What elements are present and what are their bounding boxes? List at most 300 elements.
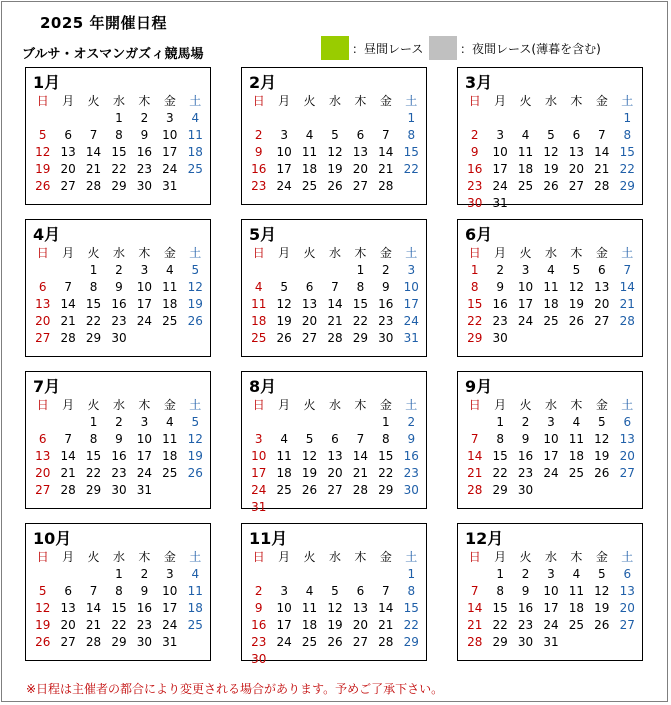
day-cell: 9 [407,432,416,446]
weekday-label: 金 [595,549,608,564]
day-cell [564,634,589,651]
day-cell: 22 [111,162,127,176]
weekday-label: 水 [112,549,125,564]
week-row [246,279,424,296]
day-cell: 28 [619,314,635,328]
weekday-label: 日 [252,397,265,412]
day-cell: 12 [187,432,203,446]
weekday-header-row [462,244,640,262]
day-cell: 1 [470,263,479,277]
day-cell: 18 [568,449,585,463]
week-row [30,617,208,634]
day-cell [462,566,487,583]
day-cell: 4 [166,415,174,429]
day-cell: 24 [492,179,508,193]
day-cell: 6 [572,128,581,142]
day-cell: 4 [191,111,200,125]
day-cell: 14 [85,145,102,159]
day-cell: 21 [378,162,394,176]
day-cell [30,414,55,431]
weekday-label: 木 [354,549,367,564]
week-row [462,110,640,127]
day-cell: 23 [403,466,419,480]
weekday-label: 日 [468,93,481,108]
day-cell: 17 [136,449,153,463]
month-grid [462,548,640,651]
week-row [246,634,424,651]
day-cell: 29 [619,179,635,193]
day-cell: 26 [568,314,585,328]
day-cell: 29 [111,179,127,193]
day-cell [373,110,398,127]
day-cell: 17 [251,466,267,480]
day-cell: 9 [140,128,149,142]
weekday-label: 木 [354,245,367,260]
day-cell: 2 [254,128,263,142]
day-cell: 11 [543,280,559,294]
day-cell: 11 [301,145,318,159]
day-cell: 19 [187,297,203,311]
week-row [30,600,208,617]
day-cell: 18 [162,297,178,311]
disclaimer-note: ※日程は主催者の都合により変更される場合があります。予めご了承下さい。 [26,682,444,696]
month-grid [462,92,640,212]
day-cell: 2 [115,415,123,429]
day-cell: 20 [60,618,76,632]
week-row [246,110,424,127]
weekday-label: 月 [278,93,291,108]
day-cell: 12 [187,280,203,294]
day-cell: 28 [352,483,369,497]
day-cell: 6 [38,432,47,446]
day-cell: 23 [251,179,267,193]
day-cell: 26 [543,179,559,193]
day-cell: 7 [331,280,339,294]
week-row [30,465,208,482]
day-cell: 14 [60,297,76,311]
weekday-label: 火 [519,549,532,564]
day-cell: 22 [403,162,419,176]
day-cell: 6 [38,280,47,294]
day-cell: 8 [623,128,632,142]
day-cell: 28 [594,179,610,193]
day-cell: 3 [496,128,504,142]
day-cell: 9 [254,601,263,615]
day-cell: 21 [60,314,76,328]
day-cell [246,110,271,127]
day-cell: 1 [115,567,123,581]
day-cell: 12 [35,145,51,159]
day-cell [348,566,373,583]
weekday-header-row [246,92,424,110]
day-cell: 18 [301,618,318,632]
day-cell: 7 [356,432,365,446]
day-cell: 20 [35,314,51,328]
day-cell: 30 [251,652,267,666]
month-title: 5月 [249,225,277,244]
weekday-label: 月 [62,245,75,260]
weekday-label: 木 [138,93,151,108]
day-cell [297,414,322,431]
day-cell: 8 [356,280,365,294]
day-cell: 19 [276,314,292,328]
month-calendar [25,523,211,661]
week-row [30,296,208,313]
day-cell: 13 [60,145,76,159]
weekday-label: 木 [570,245,583,260]
month-title: 4月 [33,225,61,244]
month-title: 1月 [33,73,61,92]
day-cell: 31 [251,500,267,514]
week-row [462,634,640,651]
day-cell: 6 [623,567,632,581]
day-cell: 7 [382,584,390,598]
week-row [246,617,424,634]
day-cell: 27 [35,483,51,497]
day-cell: 8 [382,432,390,446]
day-cell [564,195,589,212]
weekday-label: 火 [87,245,100,260]
week-row [246,600,424,617]
day-cell: 30 [111,331,127,345]
weekday-label: 火 [87,93,100,108]
day-cell: 19 [187,449,203,463]
week-row [30,330,208,347]
day-cell: 26 [594,466,610,480]
day-cell: 21 [85,162,102,176]
day-cell: 10 [517,280,534,294]
day-cell [132,330,157,347]
weekday-label: 土 [405,93,418,108]
day-cell: 25 [517,179,534,193]
day-cell: 10 [162,584,178,598]
weekday-label: 水 [328,549,341,564]
weekday-label: 土 [621,397,634,412]
day-cell [246,414,271,431]
day-cell: 7 [64,432,72,446]
day-cell: 1 [356,263,365,277]
weekday-label: 木 [570,397,583,412]
day-cell: 13 [35,449,51,463]
weekday-label: 火 [87,549,100,564]
day-cell: 6 [64,584,72,598]
day-cell: 1 [89,415,98,429]
weekday-label: 火 [303,245,316,260]
day-cell: 18 [276,466,292,480]
day-cell: 6 [356,128,365,142]
day-cell: 23 [517,618,534,632]
day-cell [589,482,614,499]
day-cell: 21 [594,162,610,176]
day-cell [513,330,538,347]
day-cell: 10 [136,280,153,294]
day-cell: 17 [543,601,559,615]
weekday-label: 金 [379,93,392,108]
weekday-label: 金 [379,245,392,260]
day-cell: 15 [403,601,419,615]
day-cell: 22 [492,466,508,480]
day-cell [615,482,640,499]
day-cell: 8 [470,280,479,294]
weekday-header-row [30,92,208,110]
day-cell: 24 [162,618,178,632]
day-cell [271,262,296,279]
day-cell: 29 [378,483,394,497]
day-cell: 8 [496,432,504,446]
weekday-label: 金 [595,245,608,260]
day-cell: 15 [467,297,483,311]
weekday-label: 月 [278,245,291,260]
day-cell: 3 [280,128,288,142]
day-cell: 24 [251,483,267,497]
day-cell [271,651,296,668]
month-calendar [457,67,643,210]
month-grid [462,244,640,347]
weekday-header-row [462,92,640,110]
day-cell [538,482,563,499]
week-row [462,600,640,617]
week-row [246,330,424,347]
day-cell: 31 [492,196,508,210]
month-grid [246,244,424,347]
month-grid [246,548,424,668]
day-cell: 28 [378,179,394,193]
day-cell: 29 [492,635,508,649]
page-title: 2025 年開催日程 [40,14,167,32]
day-cell: 16 [136,145,153,159]
day-cell: 9 [382,280,390,294]
day-cell: 27 [327,483,343,497]
weekday-label: 火 [519,93,532,108]
day-cell [538,195,563,212]
day-cell: 22 [492,618,508,632]
day-cell [271,414,296,431]
day-cell: 23 [467,179,483,193]
day-cell: 29 [352,331,369,345]
weekday-label: 土 [621,93,634,108]
weekday-header-row [30,244,208,262]
month-grid [30,92,208,195]
month-title: 3月 [465,73,493,92]
week-row [246,414,424,431]
day-cell: 11 [276,449,292,463]
day-cell: 24 [136,314,153,328]
day-cell [373,566,398,583]
month-grid [246,92,424,195]
month-calendar [457,371,643,509]
weekday-label: 土 [405,245,418,260]
day-cell: 14 [378,145,394,159]
week-row [246,178,424,195]
day-cell: 18 [301,162,318,176]
day-cell: 10 [162,128,178,142]
day-cell: 26 [327,635,343,649]
day-cell [157,482,182,499]
day-cell: 3 [140,263,149,277]
day-cell: 9 [115,280,123,294]
week-row [30,431,208,448]
day-cell: 16 [251,618,267,632]
day-cell: 11 [187,584,203,598]
week-row [462,448,640,465]
weekday-label: 木 [354,93,367,108]
day-cell [322,566,347,583]
day-cell: 12 [276,297,292,311]
day-cell: 26 [35,179,51,193]
day-cell: 24 [543,618,559,632]
day-cell: 16 [378,297,394,311]
day-cell: 16 [251,162,267,176]
day-cell: 16 [467,162,483,176]
day-cell [564,330,589,347]
week-row [246,583,424,600]
week-row [462,262,640,279]
day-cell [399,178,424,195]
day-cell: 7 [89,584,98,598]
day-cell [538,330,563,347]
day-cell [30,566,55,583]
week-row [462,583,640,600]
day-cell: 17 [492,162,508,176]
week-row [30,178,208,195]
weekday-label: 月 [62,397,75,412]
week-row [462,178,640,195]
day-cell [322,651,347,668]
day-cell: 23 [136,618,153,632]
day-cell [564,110,589,127]
week-row [462,414,640,431]
day-cell: 4 [305,584,314,598]
day-cell: 13 [619,432,635,446]
day-cell: 19 [301,466,318,480]
day-cell: 25 [276,483,292,497]
week-row [462,127,640,144]
day-cell: 27 [619,466,635,480]
day-cell: 7 [598,128,606,142]
day-cell: 26 [594,618,610,632]
month-calendar [457,219,643,357]
month-title: 11月 [249,529,288,548]
day-cell: 16 [517,449,534,463]
day-cell: 15 [111,145,127,159]
weekday-label: 火 [303,397,316,412]
day-cell: 29 [85,331,102,345]
day-cell: 22 [378,466,394,480]
day-cell [157,330,182,347]
day-cell: 17 [543,449,559,463]
day-cell: 27 [568,179,585,193]
day-cell: 8 [115,128,123,142]
day-cell: 30 [517,635,534,649]
day-cell [589,330,614,347]
day-cell: 7 [470,432,479,446]
day-cell: 1 [496,567,504,581]
day-cell: 6 [623,415,632,429]
day-cell: 21 [619,297,635,311]
day-cell [348,110,373,127]
weekday-label: 金 [379,397,392,412]
weekday-label: 水 [544,549,557,564]
day-cell: 3 [140,415,149,429]
weekday-label: 金 [595,397,608,412]
day-cell: 10 [276,601,292,615]
weekday-label: 水 [112,397,125,412]
day-cell: 3 [280,584,288,598]
day-cell: 23 [517,466,534,480]
day-cell [615,195,640,212]
day-cell: 5 [598,567,606,581]
weekday-label: 月 [494,245,507,260]
day-cell: 1 [407,567,416,581]
weekday-label: 金 [163,397,176,412]
month-title: 8月 [249,377,277,396]
day-cell: 18 [251,314,267,328]
day-cell [271,499,296,516]
day-cell: 16 [403,449,419,463]
day-cell: 4 [547,263,555,277]
day-cell: 17 [136,297,153,311]
weekday-label: 土 [621,245,634,260]
month-title: 7月 [33,377,61,396]
day-cell: 10 [543,584,559,598]
month-title: 12月 [465,529,504,548]
day-cell: 14 [378,601,394,615]
day-cell [246,566,271,583]
day-cell: 30 [111,483,127,497]
day-cell: 30 [403,483,419,497]
day-cell: 14 [594,145,610,159]
day-cell: 15 [492,601,508,615]
day-cell: 24 [136,466,153,480]
weekday-label: 金 [163,245,176,260]
day-cell: 6 [598,263,606,277]
weekday-label: 水 [112,245,125,260]
day-cell: 29 [403,635,419,649]
weekday-label: 日 [36,93,49,108]
day-cell [322,499,347,516]
day-cell: 3 [547,567,555,581]
weekday-label: 日 [252,549,265,564]
day-cell: 4 [254,280,263,294]
day-cell [564,482,589,499]
day-cell: 18 [543,297,559,311]
day-cell [81,566,106,583]
day-cell: 20 [352,618,369,632]
day-cell: 11 [301,601,318,615]
weekday-header-row [30,548,208,566]
weekday-label: 水 [328,245,341,260]
week-row [30,482,208,499]
day-cell: 2 [470,128,479,142]
weekday-label: 土 [189,93,202,108]
day-cell [538,110,563,127]
day-cell: 4 [572,567,581,581]
day-cell: 6 [64,128,72,142]
day-cell: 13 [60,601,76,615]
day-cell: 12 [543,145,559,159]
day-cell: 8 [115,584,123,598]
legend-day-race [321,36,423,60]
day-cell: 15 [352,297,369,311]
day-cell [487,110,512,127]
day-cell [589,634,614,651]
weekday-label: 水 [544,397,557,412]
day-cell: 5 [305,432,314,446]
day-cell: 2 [140,111,149,125]
day-cell [30,262,55,279]
day-cell: 2 [521,567,530,581]
day-cell: 1 [407,111,416,125]
